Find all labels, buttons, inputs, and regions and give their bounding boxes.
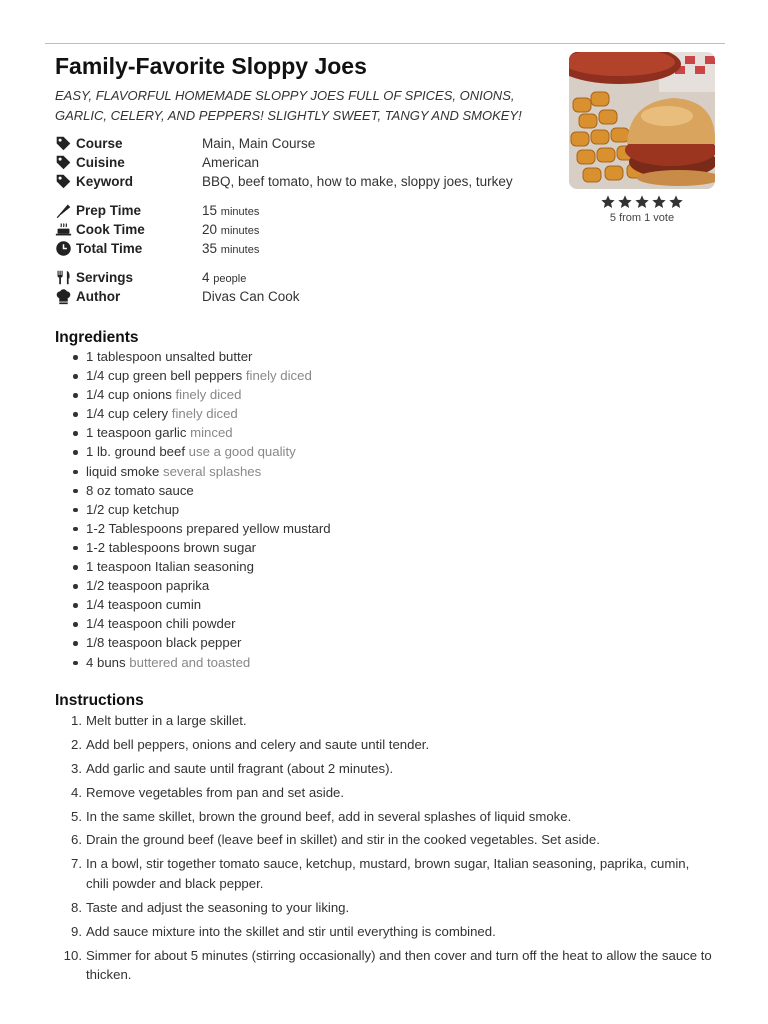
ingredient-item [55, 347, 331, 366]
clock-icon [55, 240, 72, 257]
ingredient-note: buttered and toasted [129, 654, 251, 670]
ingredient-item [55, 500, 331, 519]
step-text: Drain the ground beef (leave beef in skillet) and stir in the cooked vegetables. Set aside. [86, 832, 600, 848]
step-text: Simmer for about 5 minutes (stirring occasionally) and then cover and turn off the heat to allow the sauce to thicken. [86, 947, 712, 983]
step-text: Melt butter in a large skillet. [86, 713, 247, 728]
ingredient-text: 1/4 cup celery [86, 406, 169, 422]
ingredient-item [55, 404, 331, 423]
ingredient-note: finely diced [175, 387, 242, 403]
ingredient-item [55, 519, 331, 538]
step-number: 8. [71, 899, 82, 915]
step-number: 2. [71, 736, 82, 752]
star-icon[interactable] [668, 194, 684, 210]
ingredient-item [55, 366, 331, 385]
ingredient-item [55, 385, 331, 404]
step-number: 10. [63, 947, 82, 963]
meta-servings: Servings 4 people [55, 268, 555, 287]
star-icon[interactable] [617, 194, 633, 210]
star-icon[interactable] [634, 194, 650, 210]
recipe-rating[interactable] [569, 194, 715, 224]
step-number: 7. [71, 856, 82, 872]
ingredient-text: 1/4 cup green bell peppers [86, 368, 243, 384]
meta-cook-time: Cook Time 20 minutes [55, 220, 555, 239]
ingredient-text: 1-2 tablespoons brown sugar [86, 539, 257, 555]
ingredient-text: 1/8 teaspoon black pepper [86, 635, 242, 651]
knife-icon [55, 202, 72, 219]
instruction-step [55, 759, 715, 779]
step-number: 3. [71, 760, 82, 776]
rating-text: 5 from 1 vote [609, 212, 675, 224]
instruction-step [55, 854, 715, 893]
ingredient-text: 1/2 cup ketchup [86, 501, 180, 517]
instruction-step [55, 735, 715, 755]
ingredient-note: minced [190, 425, 233, 441]
instruction-step [55, 830, 715, 850]
ingredient-item [55, 576, 331, 595]
ingredient-item [55, 633, 331, 652]
instruction-step [55, 807, 715, 827]
ingredient-note: several splashes [162, 463, 262, 479]
meta-total-time: Total Time 35 minutes [55, 239, 555, 258]
ingredient-item [55, 614, 331, 633]
step-number: 4. [71, 784, 82, 800]
step-text: In a bowl, stir together tomato sauce, ketchup, mustard, brown sugar, Italian seasoning, paprika, cumin, chili powder and black pepper. [86, 856, 690, 891]
ingredient-item [55, 481, 331, 500]
instruction-step [55, 711, 715, 731]
instructions-list [55, 711, 715, 989]
star-icon[interactable] [600, 194, 616, 210]
tag-icon [55, 135, 72, 152]
meta-prep-time: Prep Time 15 minutes [55, 201, 555, 220]
ingredient-text: 8 oz tomato sauce [86, 482, 194, 498]
ingredient-item [55, 653, 331, 672]
meta-course: Course Main, Main Course [55, 134, 555, 153]
chef-hat-icon [55, 288, 72, 305]
ingredient-text: 1/4 teaspoon cumin [86, 597, 202, 613]
ingredient-text: 1 teaspoon garlic [86, 425, 187, 441]
meta-author: Author Divas Can Cook [55, 287, 555, 306]
tag-icon [55, 173, 72, 190]
step-number: 6. [71, 832, 82, 848]
rating-stars[interactable] [569, 194, 715, 210]
instruction-step [55, 946, 715, 985]
ingredient-text: 1-2 Tablespoons prepared yellow mustard [86, 520, 331, 536]
ingredient-text: 1 teaspoon Italian seasoning [86, 559, 254, 575]
ingredient-text: 1 tablespoon unsalted butter [86, 349, 253, 364]
recipe-summary: EASY, FLAVORFUL HOMEMADE SLOPPY JOES FULL OF SPICES, ONIONS, GARLIC, CELERY, AND PEPPERS! SLIGHTLY SWEET, TANGY AND SMOKEY! [55, 88, 522, 123]
star-icon[interactable] [651, 194, 667, 210]
ingredient-note: finely diced [245, 368, 312, 384]
recipe-title: Family-Favorite Sloppy Joes [55, 53, 367, 79]
ingredient-text: 1 lb. ground beef [86, 444, 185, 460]
ingredients-list [55, 347, 331, 672]
recipe-photo [569, 52, 715, 189]
recipe-meta [55, 134, 555, 306]
ingredient-text: 1/4 cup onions [86, 387, 172, 403]
instruction-step [55, 783, 715, 803]
step-number: 5. [71, 808, 82, 824]
pot-icon [55, 221, 72, 238]
ingredient-note: use a good quality [188, 444, 296, 460]
step-text: Add bell peppers, onions and celery and saute until tender. [86, 736, 430, 752]
instructions-heading: Instructions [55, 692, 144, 709]
ingredient-note: finely diced [171, 406, 238, 422]
step-text: Add sauce mixture into the skillet and stir until everything is combined. [86, 923, 496, 939]
step-text: Remove vegetables from pan and set aside. [86, 784, 345, 800]
step-text: Add garlic and saute until fragrant (about 2 minutes). [86, 760, 394, 776]
meta-keyword: Keyword BBQ, beef tomato, how to make, sloppy joes, turkey [55, 172, 555, 191]
step-number: 1. [71, 713, 82, 728]
ingredient-text: 1/4 teaspoon chili powder [86, 616, 236, 632]
top-divider [45, 43, 725, 44]
tag-icon [55, 154, 72, 171]
ingredients-heading: Ingredients [55, 329, 139, 346]
ingredient-item [55, 595, 331, 614]
servings-value: 4 [202, 270, 210, 285]
step-text: Taste and adjust the seasoning to your liking. [86, 899, 350, 915]
instruction-step [55, 898, 715, 918]
step-number: 9. [71, 923, 82, 939]
ingredient-item [55, 442, 331, 461]
ingredient-item [55, 538, 331, 557]
ingredient-item [55, 557, 331, 576]
ingredient-text: 1/2 teaspoon paprika [86, 578, 210, 594]
ingredient-text: liquid smoke [86, 463, 160, 479]
fork-knife-icon [55, 269, 72, 286]
ingredient-item [55, 462, 331, 481]
ingredient-text: 4 buns [86, 654, 126, 670]
instruction-step [55, 922, 715, 942]
meta-cuisine: Cuisine American [55, 153, 555, 172]
step-text: In the same skillet, brown the ground beef, add in several splashes of liquid smoke. [86, 808, 572, 824]
ingredient-item [55, 423, 331, 442]
